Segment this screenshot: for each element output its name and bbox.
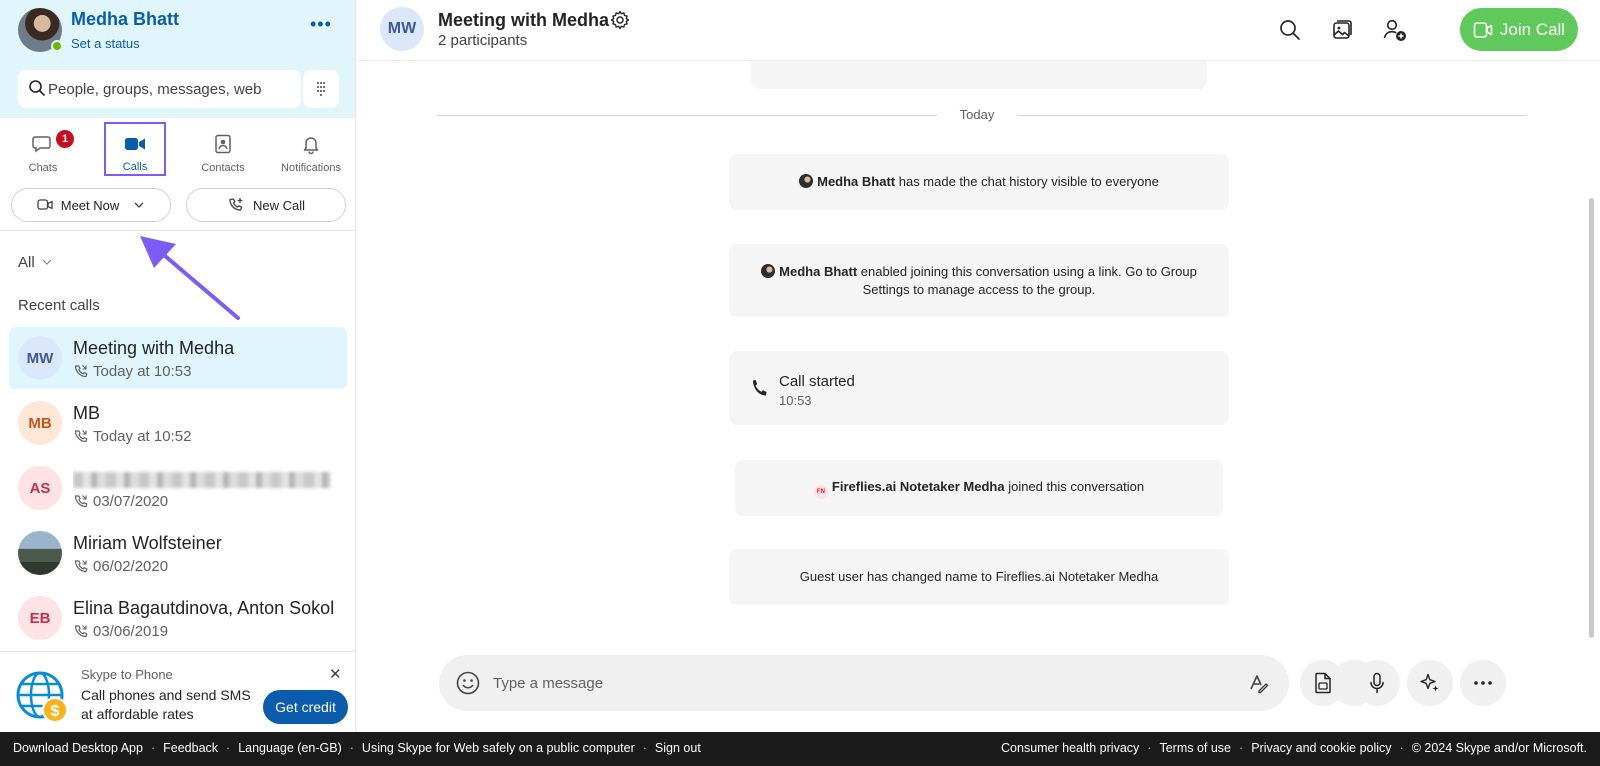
svg-text:$: $ <box>50 703 60 720</box>
call-row-name: Elina Bagautdinova, Anton Sokol <box>73 598 335 618</box>
privacy-cookie-policy-link[interactable]: Privacy and cookie policy <box>1251 741 1392 755</box>
conversation-avatar[interactable]: MW <box>380 7 424 51</box>
call-row-meeting-with-medha[interactable] <box>9 327 347 389</box>
search-conversation-button[interactable] <box>1275 15 1305 45</box>
conversation-header <box>357 0 1600 61</box>
tab-notifications[interactable] <box>276 124 346 174</box>
search-icon <box>28 79 46 97</box>
filter-dropdown[interactable] <box>18 254 52 271</box>
gallery-button[interactable] <box>1327 15 1357 45</box>
voice-message-button[interactable] <box>1354 660 1400 706</box>
chevron-down-icon <box>133 201 145 209</box>
event-call-started[interactable] <box>729 351 1229 425</box>
add-participant-button[interactable] <box>1380 15 1410 45</box>
date-divider-line <box>1017 115 1527 116</box>
phone-icon <box>751 379 767 397</box>
tab-chats-label: Chats <box>28 162 58 174</box>
main-tabs <box>0 120 356 180</box>
copyright-text: © 2024 Skype and/or Microsoft. <box>1411 741 1587 755</box>
avatar: AS <box>18 466 62 510</box>
promo-text: Call phones and send SMS at affordable rates <box>81 687 251 722</box>
event-history-visible: Medha Bhatt has made the chat history visible to everyone <box>729 154 1229 210</box>
skype-to-phone-promo <box>0 651 356 732</box>
profile-name[interactable]: Medha Bhatt <box>71 9 179 29</box>
call-row-name-redacted <box>73 468 337 493</box>
tab-contacts-label: Contacts <box>201 162 245 174</box>
profile-header <box>0 0 356 118</box>
dialpad-button[interactable] <box>303 70 339 108</box>
microphone-icon <box>1368 672 1386 694</box>
join-call-button[interactable] <box>1460 8 1578 51</box>
video-camera-icon <box>124 136 146 152</box>
redacted-name <box>73 472 331 488</box>
call-log-icon <box>73 624 88 639</box>
more-horizontal-icon <box>1473 680 1493 686</box>
footer-links-left: Download Desktop App · Feedback · Language (en-GB) · Using Skype for Web safely on a public computer · Sign out <box>13 741 701 755</box>
tab-contacts[interactable] <box>188 124 258 174</box>
message-input[interactable] <box>493 655 1213 711</box>
consumer-health-privacy-link[interactable]: Consumer health privacy <box>1001 741 1140 755</box>
call-row-time: 03/06/2019 <box>73 623 168 640</box>
call-log-icon <box>73 429 88 444</box>
copilot-button[interactable] <box>1407 660 1453 706</box>
globe-credit-icon <box>14 669 70 725</box>
message-composer <box>439 655 1289 711</box>
feedback-link[interactable]: Feedback <box>163 741 219 755</box>
avatar: EB <box>18 596 62 640</box>
call-log-icon <box>73 559 88 574</box>
tab-calls[interactable] <box>104 122 166 176</box>
previous-message-card <box>751 61 1207 89</box>
conversation-body <box>357 61 1600 732</box>
video-call-icon <box>1473 20 1493 40</box>
contacts-icon <box>214 134 232 154</box>
gallery-icon <box>1331 19 1353 41</box>
call-row-mb[interactable] <box>9 392 347 454</box>
meet-now-label: Meet Now <box>60 197 120 213</box>
sparkle-icon <box>1419 672 1441 694</box>
conversation-title[interactable]: Meeting with Medha <box>438 10 609 30</box>
public-computer-safety-link[interactable]: Using Skype for Web safely on a public computer <box>361 741 635 755</box>
call-started-title: Call started <box>779 373 855 390</box>
avatar: MB <box>18 401 62 445</box>
filter-label: All <box>18 254 35 271</box>
participants-count[interactable]: 2 participants <box>438 32 528 49</box>
call-log-icon <box>73 494 88 509</box>
language-link[interactable]: Language (en-GB) <box>238 741 342 755</box>
call-row-miriam-wolfsteiner[interactable] <box>9 522 347 584</box>
call-row-name: MB <box>73 403 100 423</box>
more-options-icon[interactable]: ••• <box>310 14 332 34</box>
tab-chats[interactable] <box>8 124 78 174</box>
call-row-time: Today at 10:53 <box>73 363 191 380</box>
avatar: MW <box>18 336 62 380</box>
call-row-name: Meeting with Medha <box>73 338 235 358</box>
close-icon[interactable]: ✕ <box>329 666 342 683</box>
annotation-arrow-icon <box>130 228 245 324</box>
date-separator: Today <box>959 107 995 122</box>
gear-icon[interactable] <box>610 10 630 30</box>
get-credit-button[interactable]: Get credit <box>263 690 348 724</box>
avatar <box>18 531 62 575</box>
meet-now-button[interactable] <box>11 188 171 222</box>
more-composer-options-button[interactable] <box>1460 660 1506 706</box>
meet-now-icon <box>37 198 53 212</box>
add-person-icon <box>1382 18 1408 42</box>
search-icon <box>1279 19 1301 41</box>
search-input[interactable] <box>48 70 298 108</box>
call-started-time: 10:53 <box>779 393 812 408</box>
new-call-button[interactable] <box>186 188 346 222</box>
promo-title: Skype to Phone <box>81 667 173 682</box>
call-row-as[interactable] <box>9 457 347 519</box>
fireflies-avatar: FN <box>814 485 828 499</box>
online-status-icon <box>51 40 63 52</box>
tab-notifications-label: Notifications <box>281 162 341 174</box>
recent-calls-heading: Recent calls <box>18 297 100 314</box>
unread-badge: 1 <box>56 130 74 148</box>
event-link-joining: Medha Bhatt enabled joining this conversation using a link. Go to Group Settings to manage access to the group. <box>729 244 1229 317</box>
call-log-icon <box>73 364 88 379</box>
chat-icon <box>32 134 54 154</box>
dialpad-icon <box>303 70 339 108</box>
text-format-icon[interactable] <box>1247 672 1269 694</box>
new-call-label: New Call <box>252 197 305 213</box>
tab-calls-label: Calls <box>122 161 148 173</box>
chevron-down-icon <box>42 259 52 265</box>
call-row-name: Miriam Wolfsteiner <box>73 533 222 553</box>
join-call-label: Join Call <box>1499 19 1566 39</box>
call-row-time: 03/07/2020 <box>73 493 168 510</box>
date-divider-line <box>437 115 937 116</box>
avatar <box>799 174 813 188</box>
sidebar <box>0 0 356 732</box>
avatar <box>761 264 775 278</box>
emoji-icon[interactable] <box>455 670 481 696</box>
page-footer <box>0 732 1600 766</box>
event-guest-renamed: Guest user has changed name to Fireflies.ai Notetaker Medha <box>729 549 1229 605</box>
event-fireflies-joined: FN Fireflies.ai Notetaker Medha joined this conversation <box>735 460 1223 516</box>
phone-add-icon <box>227 197 245 213</box>
call-row-elina-anton[interactable] <box>9 587 347 649</box>
scrollbar[interactable] <box>1589 198 1594 638</box>
file-icon <box>1313 672 1333 694</box>
download-desktop-app-link[interactable]: Download Desktop App <box>13 741 143 755</box>
terms-of-use-link[interactable]: Terms of use <box>1159 741 1232 755</box>
set-status-link[interactable]: Set a status <box>71 36 140 51</box>
search-box[interactable] <box>18 70 301 108</box>
footer-links-right: Consumer health privacy · Terms of use · Privacy and cookie policy · © 2024 Skype and/or Microsoft. <box>1001 741 1587 755</box>
call-row-time: 06/02/2020 <box>73 558 168 575</box>
sign-out-link[interactable]: Sign out <box>654 741 701 755</box>
bell-icon <box>301 134 321 154</box>
call-row-time: Today at 10:52 <box>73 428 191 445</box>
